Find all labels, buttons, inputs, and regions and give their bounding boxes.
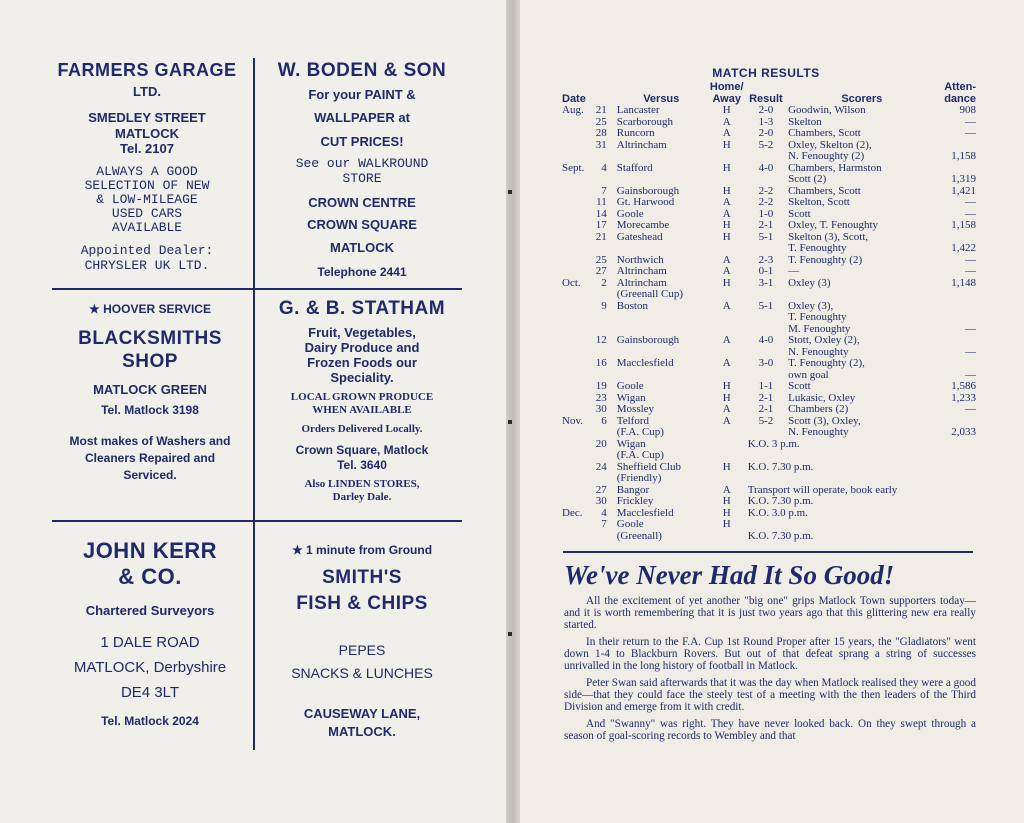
row-versus: Altrincham (Greenall Cup) xyxy=(616,276,684,301)
row-home-away: A xyxy=(722,265,731,278)
table-row xyxy=(560,462,978,485)
smiths-line4: MATLOCK. xyxy=(328,724,396,740)
smiths-line1: PEPES xyxy=(338,641,386,658)
row-result: 3-1 xyxy=(758,276,774,289)
smiths-line2: SNACKS & LUNCHES xyxy=(291,664,433,681)
row-versus: Goole (Greenall) xyxy=(616,518,662,542)
table-row xyxy=(560,163,978,186)
row-versus: Gainsborough xyxy=(616,184,680,197)
row-versus: Telford (F.A. Cup) xyxy=(616,414,664,439)
article-paragraph: And "Swanny" was right. They have never looked back. On they swept through a season of goal-scoring records to Wembley and that xyxy=(564,718,976,742)
results-table xyxy=(560,82,978,542)
row-home-away: H xyxy=(722,460,731,473)
table-row xyxy=(560,335,978,358)
row-home-away: H xyxy=(722,276,731,289)
row-month xyxy=(560,117,587,129)
farmers-garage-dealer1: Appointed Dealer: xyxy=(80,242,214,258)
row-result: 2-0 xyxy=(758,104,774,117)
row-month xyxy=(560,393,587,405)
row-day: 11 xyxy=(596,196,607,209)
row-day: 4 xyxy=(601,506,607,519)
statham-also2: Darley Dale. xyxy=(332,491,392,504)
row-versus: Gainsborough xyxy=(616,334,680,347)
row-scorers: Oxley (3) xyxy=(788,276,831,289)
row-scorers: Transport will operate, book early xyxy=(747,483,898,496)
kerr-name2: & CO. xyxy=(118,564,182,590)
blacksmiths-tel: Tel. Matlock 3198 xyxy=(101,402,199,417)
row-versus: Macclesfield xyxy=(616,357,674,370)
row-versus: Runcorn xyxy=(616,127,655,140)
row-day: 31 xyxy=(595,138,607,151)
row-home-away: A xyxy=(722,127,731,140)
row-attendance: — xyxy=(965,196,976,209)
statham-line4: Speciality. xyxy=(330,369,394,385)
farmers-garage-street: SMEDLEY STREET xyxy=(88,110,206,126)
row-home-away: A xyxy=(722,207,731,220)
article-paragraph: Peter Swan said afterwards that it was the day when Matlock realised they were a good side—that they could face the steely test of a meeting with the then leaders of the Third Division and emerge from it with credit. xyxy=(564,677,976,713)
row-day: 21 xyxy=(595,230,607,243)
row-month xyxy=(560,462,587,485)
row-attendance: 1,158 xyxy=(951,150,976,163)
farmers-garage-ltd: LTD. xyxy=(133,83,161,99)
boden-line3: CUT PRICES! xyxy=(320,133,404,149)
header-versus: Versus xyxy=(643,92,680,105)
row-month xyxy=(560,220,587,232)
table-row xyxy=(560,266,978,278)
smiths-star: ★ 1 minute from Ground xyxy=(291,543,433,557)
row-home-away: A xyxy=(722,403,731,416)
row-result: 2-2 xyxy=(758,196,774,209)
row-month: Nov. xyxy=(562,414,583,427)
farmers-garage-line5: AVAILABLE xyxy=(111,219,183,235)
ad-smiths xyxy=(262,543,462,740)
boden-line6: CROWN CENTRE xyxy=(308,194,416,210)
row-day: 23 xyxy=(595,391,607,404)
row-scorers: Skelton (3), Scott, T. Fenoughty xyxy=(788,230,869,255)
row-divider-1 xyxy=(52,288,462,290)
row-month xyxy=(560,266,587,278)
row-day: 19 xyxy=(595,380,607,393)
row-home-away: A xyxy=(722,115,731,128)
smiths-name2: FISH & CHIPS xyxy=(296,593,428,615)
ad-farmers-garage xyxy=(52,60,242,273)
row-scorers: Lukasic, Oxley xyxy=(788,391,856,404)
statham-line1: Fruit, Vegetables, xyxy=(308,324,416,340)
row-attendance: 1,148 xyxy=(951,276,976,289)
row-scorers: Oxley (3), T. Fenoughty M. Fenoughty xyxy=(788,299,851,335)
table-row xyxy=(560,105,978,117)
row-month xyxy=(560,519,587,542)
boden-line2: WALLPAPER at xyxy=(314,110,410,126)
boden-name: W. BODEN & SON xyxy=(277,60,447,81)
row-attendance: — xyxy=(965,207,976,220)
farmers-garage-line3: & LOW-MILEAGE xyxy=(96,191,198,207)
row-attendance: — xyxy=(965,345,976,358)
row-day: 14 xyxy=(595,207,607,220)
row-result: 2-0 xyxy=(758,127,774,140)
boden-line4: See our WALKROUND xyxy=(295,155,429,171)
row-versus: Altrincham xyxy=(616,265,667,278)
row-attendance: 1,586 xyxy=(951,380,976,393)
row-versus: Altrincham xyxy=(616,138,667,151)
farmers-garage-line4: USED CARS xyxy=(111,205,183,221)
row-scorers: Scott (3), Oxley, N. Fenoughty xyxy=(788,414,861,439)
smiths-line3: CAUSEWAY LANE, xyxy=(303,705,421,721)
row-home-away: H xyxy=(722,506,731,519)
row-home-away: A xyxy=(722,196,731,209)
smiths-name1: SMITH'S xyxy=(322,567,402,589)
row-scorers: K.O. 3.0 p.m. xyxy=(747,506,808,519)
row-result: 0-1 xyxy=(758,265,774,278)
boden-line1: For your PAINT & xyxy=(308,86,416,102)
table-row xyxy=(560,197,978,209)
row-attendance: 1,319 xyxy=(951,173,976,186)
row-scorers: Oxley, T. Fenoughty xyxy=(788,219,879,232)
row-day: 21 xyxy=(595,104,607,117)
row-scorers: Goodwin, Wilson xyxy=(788,104,866,117)
row-day: 17 xyxy=(595,219,607,232)
row-attendance: — xyxy=(965,115,976,128)
binding-mark xyxy=(508,632,512,636)
row-attendance: 1,158 xyxy=(951,219,976,232)
row-home-away: A xyxy=(722,483,731,496)
row-month xyxy=(560,186,587,198)
row-month xyxy=(560,197,587,209)
row-attendance: — xyxy=(965,322,976,335)
row-home-away: H xyxy=(722,518,731,531)
ad-boden xyxy=(262,60,462,279)
row-day: 30 xyxy=(595,403,607,416)
article-body xyxy=(564,595,976,747)
row-month xyxy=(560,255,587,267)
row-home-away: H xyxy=(722,161,731,174)
row-attendance: 908 xyxy=(959,104,976,117)
row-result: 2-1 xyxy=(758,219,774,232)
blacksmiths-place: MATLOCK GREEN xyxy=(93,381,207,397)
row-result: 3-0 xyxy=(758,357,774,370)
article-paragraph: In their return to the F.A. Cup 1st Round Proper after 15 years, the "Gladiators" went down 1-4 to Blackburn Rovers. But out of that defeat sprang a string of successes unrivalled in the long history of football in Matlock. xyxy=(564,636,976,672)
binding-mark xyxy=(508,190,512,194)
row-result: 4-0 xyxy=(758,334,774,347)
row-month xyxy=(560,485,587,497)
row-month: Sept. xyxy=(562,161,585,174)
table-row xyxy=(560,140,978,163)
boden-tel: Telephone 2441 xyxy=(317,264,407,279)
row-scorers: Chambers, Scott xyxy=(788,184,861,197)
row-result: 2-2 xyxy=(758,184,774,197)
ad-blacksmiths xyxy=(52,302,248,484)
results-header-row xyxy=(560,82,978,105)
row-scorers: Chambers, Scott xyxy=(788,127,861,140)
row-month xyxy=(560,232,587,255)
book-gutter xyxy=(506,0,520,823)
row-attendance: — xyxy=(965,127,976,140)
row-attendance: — xyxy=(965,253,976,266)
row-month xyxy=(560,301,587,336)
row-home-away: H xyxy=(722,230,731,243)
row-scorers: K.O. 7.30 p.m. xyxy=(747,529,814,542)
row-scorers: T. Fenoughty (2), own goal xyxy=(788,357,865,381)
row-home-away: H xyxy=(722,184,731,197)
statham-line2: Dairy Produce and xyxy=(304,339,420,355)
row-home-away: H xyxy=(722,495,731,508)
row-versus: Wigan (F.A. Cup) xyxy=(616,437,664,462)
row-scorers: Chambers (2) xyxy=(788,403,849,416)
row-home-away xyxy=(708,439,746,462)
row-versus: Boston xyxy=(616,299,648,312)
row-versus: Mossley xyxy=(616,403,655,416)
row-versus: Morecambe xyxy=(616,219,670,232)
row-home-away: H xyxy=(722,391,731,404)
kerr-line4: DE4 3LT xyxy=(120,684,180,702)
farmers-garage-dealer2: CHRYSLER UK LTD. xyxy=(84,257,210,273)
statham-line7: Orders Delivered Locally. xyxy=(301,423,423,436)
table-row xyxy=(560,404,978,416)
row-versus: Northwich xyxy=(616,253,664,266)
farmers-garage-line2: SELECTION OF NEW xyxy=(84,177,210,193)
farmers-garage-name: FARMERS GARAGE xyxy=(57,60,237,80)
row-versus: Lancaster xyxy=(616,104,660,117)
row-versus: Gateshead xyxy=(616,230,663,243)
row-day: 7 xyxy=(601,184,607,197)
row-attendance: — xyxy=(965,265,976,278)
row-versus: Macclesfield xyxy=(616,506,674,519)
row-home-away: A xyxy=(722,299,731,312)
row-scorers: Chambers, Harmston Scott (2) xyxy=(788,161,882,186)
header-date: Date xyxy=(562,92,586,105)
row-day: 24 xyxy=(595,460,607,473)
table-row xyxy=(560,128,978,140)
boden-line7: CROWN SQUARE xyxy=(307,217,417,233)
row-day: 16 xyxy=(595,357,607,370)
row-result: 2-1 xyxy=(758,391,774,404)
header-scorers: Scorers xyxy=(841,92,883,105)
results-rule xyxy=(563,551,973,553)
farmers-garage-town: MATLOCK xyxy=(114,125,180,141)
row-result: 1-0 xyxy=(758,207,774,220)
row-scorers: Skelton, Scott xyxy=(788,196,850,209)
kerr-line2: 1 DALE ROAD xyxy=(100,634,200,652)
table-row xyxy=(560,232,978,255)
row-scorers: K.O. 7.30 p.m. xyxy=(747,460,814,473)
row-home-away: A xyxy=(722,334,731,347)
row-month xyxy=(560,140,587,163)
row-result: 2-3 xyxy=(758,253,774,266)
row-day: 9 xyxy=(601,299,607,312)
row-versus: Stafford xyxy=(616,161,653,174)
row-versus: Goole xyxy=(616,380,644,393)
row-result: 1-1 xyxy=(758,380,774,393)
statham-also1: Also LINDEN STORES, xyxy=(304,478,420,491)
row-versus: Sheffield Club (Friendly) xyxy=(616,460,682,485)
row-versus: Wigan xyxy=(616,391,646,404)
row-result: 5-2 xyxy=(758,414,774,427)
article-paragraph: All the excitement of yet another "big one" grips Matlock Town supporters today—and it is worth remembering that it is just two years ago that this glittering new era really started. xyxy=(564,595,976,631)
row-day: 30 xyxy=(595,495,607,508)
row-scorers: T. Fenoughty (2) xyxy=(788,253,863,266)
row-scorers: Stott, Oxley (2), N. Fenoughty xyxy=(788,334,860,358)
row-result: 4-0 xyxy=(758,161,774,174)
row-day: 20 xyxy=(595,437,607,450)
header-home-away: Home/ Away xyxy=(709,81,744,105)
blacksmiths-line2: Cleaners Repaired and xyxy=(84,450,216,465)
row-home-away: A xyxy=(722,357,731,370)
row-month: Aug. xyxy=(562,104,584,117)
table-row xyxy=(560,416,978,439)
row-home-away: H xyxy=(722,104,731,117)
row-month xyxy=(560,404,587,416)
kerr-line1: Chartered Surveyors xyxy=(85,602,215,618)
column-divider xyxy=(253,58,255,750)
row-day: 25 xyxy=(595,115,607,128)
row-day: 12 xyxy=(595,334,607,347)
row-month xyxy=(560,335,587,358)
row-scorers: Oxley, Skelton (2), N. Fenoughty (2) xyxy=(788,138,872,163)
statham-tel: Tel. 3640 xyxy=(337,457,387,472)
boden-line8: MATLOCK xyxy=(329,239,395,255)
row-result: 2-1 xyxy=(758,403,774,416)
statham-line6: WHEN AVAILABLE xyxy=(312,403,412,416)
row-result: 1-3 xyxy=(758,115,774,128)
row-result: 5-2 xyxy=(758,138,774,151)
statham-name: G. & B. STATHAM xyxy=(278,298,446,319)
row-versus: Gt. Harwood xyxy=(616,196,675,209)
header-result: Result xyxy=(749,92,783,105)
farmers-garage-line1: ALWAYS A GOOD xyxy=(96,163,198,179)
blacksmiths-line1: Most makes of Washers and xyxy=(69,433,231,448)
row-home-away: H xyxy=(722,380,731,393)
blacksmiths-line3: Serviced. xyxy=(123,467,177,482)
row-month xyxy=(560,209,587,221)
row-day: 4 xyxy=(601,161,607,174)
kerr-name1: JOHN KERR xyxy=(82,538,218,563)
row-versus: Frickley xyxy=(616,495,654,508)
row-versus: Bangor xyxy=(616,483,650,496)
table-row xyxy=(560,496,978,508)
table-row xyxy=(560,519,978,542)
row-scorers: Scott xyxy=(788,207,811,220)
farmers-garage-tel: Tel. 2107 xyxy=(120,141,174,157)
blacksmiths-name1: BLACKSMITHS xyxy=(78,328,222,350)
ad-john-kerr xyxy=(52,538,248,729)
statham-line3: Frozen Foods our xyxy=(307,354,417,370)
row-attendance: 1,233 xyxy=(951,391,976,404)
blacksmiths-name2: SHOP xyxy=(122,351,178,373)
row-attendance: — xyxy=(965,403,976,416)
row-month xyxy=(560,439,587,462)
table-row xyxy=(560,278,978,301)
row-attendance: 1,422 xyxy=(951,242,976,255)
row-attendance: — xyxy=(965,368,976,381)
table-row xyxy=(560,301,978,336)
row-day: 6 xyxy=(601,414,607,427)
row-month xyxy=(560,358,587,381)
row-attendance: 2,033 xyxy=(951,426,976,439)
row-day: 7 xyxy=(601,518,607,531)
row-month xyxy=(560,496,587,508)
row-attendance: 1,421 xyxy=(951,184,976,197)
row-day: 27 xyxy=(595,483,607,496)
ad-statham xyxy=(262,298,462,505)
blacksmiths-hoover: ★ HOOVER SERVICE xyxy=(89,302,211,316)
row-scorers: — xyxy=(788,265,800,278)
table-row xyxy=(560,220,978,232)
statham-line5: LOCAL GROWN PRODUCE xyxy=(290,390,434,403)
row-scorers: Skelton xyxy=(788,115,822,128)
row-scorers: K.O. 7.30 p.m. xyxy=(747,495,814,508)
row-month: Oct. xyxy=(562,276,581,289)
binding-mark xyxy=(508,420,512,424)
results-title: MATCH RESULTS xyxy=(712,66,820,80)
row-result: 5-1 xyxy=(758,299,774,312)
table-row xyxy=(560,381,978,393)
row-day: 27 xyxy=(595,265,607,278)
boden-line5: STORE xyxy=(342,171,382,187)
row-versus: Scarborough xyxy=(616,115,673,128)
kerr-line3: MATLOCK, Derbyshire xyxy=(73,659,227,677)
table-row xyxy=(560,439,978,462)
row-day: 28 xyxy=(595,127,607,140)
table-row xyxy=(560,358,978,381)
row-versus: Goole xyxy=(616,207,644,220)
row-month: Dec. xyxy=(562,506,583,519)
row-result: 5-1 xyxy=(758,230,774,243)
row-month xyxy=(560,381,587,393)
row-home-away: H xyxy=(722,138,731,151)
row-divider-2 xyxy=(52,520,462,522)
row-home-away: H xyxy=(722,219,731,232)
article-headline: We've Never Had It So Good! xyxy=(564,560,895,590)
row-month xyxy=(560,128,587,140)
statham-line8: Crown Square, Matlock xyxy=(295,443,429,458)
row-scorers: Scott xyxy=(788,380,811,393)
header-attendance: Atten- dance xyxy=(944,81,976,105)
kerr-tel: Tel. Matlock 2024 xyxy=(101,714,199,729)
row-scorers: K.O. 3 p.m. xyxy=(747,437,800,450)
row-home-away: A xyxy=(722,414,731,427)
row-day: 25 xyxy=(595,253,607,266)
row-home-away: A xyxy=(722,253,731,266)
row-day: 2 xyxy=(601,276,607,289)
